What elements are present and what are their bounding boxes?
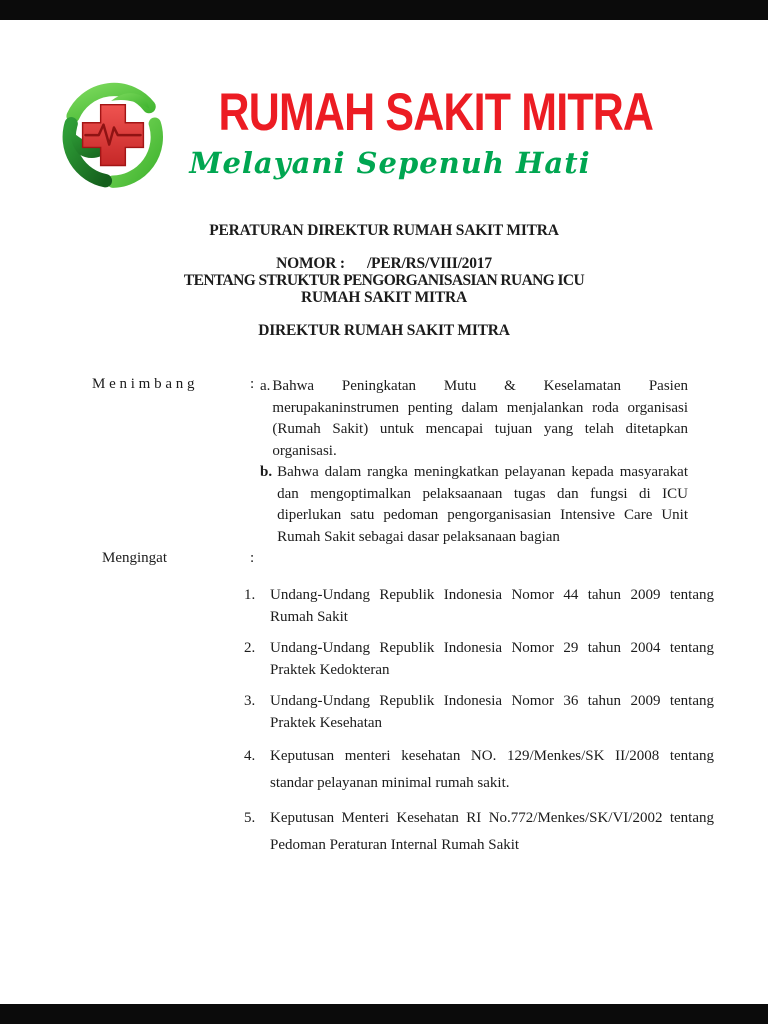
menimbang-item-a <box>260 376 688 462</box>
list-item <box>244 690 714 734</box>
item-number: 5. <box>244 810 256 826</box>
item-text: Undang-Undang Republik Indonesia Nomor 44 tahun 2009 tentang Rumah Sakit <box>270 587 714 625</box>
document-number-line: NOMOR : /PER/RS/VIII/2017 <box>276 255 492 272</box>
item-text: Bahwa dalam rangka meningkatkan pelayanan kepada masyarakat dan mengoptimalkan pelaksaanaan tugas dan fungsi di ICU diperlukan satu pedoman pengorganisasian Intensive Care Unit Rumah Sakit sebagai dasar pelaksanaan bagian <box>277 464 688 545</box>
item-number: 1. <box>244 587 256 603</box>
item-number: 2. <box>244 640 256 656</box>
document-subject-line1: TENTANG STRUKTUR PENGORGANISASIAN RUANG ICU <box>183 272 585 289</box>
item-text: Keputusan Menteri Kesehatan RI No.772/Menkes/SK/VI/2002 tentang Pedoman Peraturan Internal Rumah Sakit <box>270 810 714 853</box>
document-subject-line2: RUMAH SAKIT MITRA <box>301 289 467 306</box>
letterbox-bar-top <box>0 0 768 20</box>
list-item <box>244 584 714 628</box>
document-issuer: DIREKTUR RUMAH SAKIT MITRA <box>258 322 510 339</box>
mengingat-label: Mengingat <box>102 550 167 566</box>
item-marker: a. <box>260 378 271 394</box>
letterbox-bar-bottom <box>0 1004 768 1024</box>
list-item <box>244 637 714 681</box>
brand-title: RUMAH SAKIT MITRA <box>218 83 654 142</box>
mengingat-colon: : <box>250 550 255 566</box>
menimbang-colon: : <box>250 376 255 392</box>
brand-tagline: Melayani Sepenuh Hati <box>189 146 591 180</box>
menimbang-items <box>260 376 688 548</box>
menimbang-label: M e n i m b a n g <box>92 376 195 392</box>
item-text: Undang-Undang Republik Indonesia Nomor 29 tahun 2004 tentang Praktek Kedokteran <box>270 640 714 678</box>
mengingat-list <box>244 584 714 867</box>
list-item <box>244 743 714 796</box>
item-text: Bahwa Peningkatan Mutu & Keselamatan Pasien merupakaninstrumen penting dalam menjalankan roda organisasi (Rumah Sakit) untuk mencapai tujuan yang telah ditetapkan organisasi. <box>272 378 688 459</box>
item-marker: b. <box>260 464 273 480</box>
document-title: PERATURAN DIREKTUR RUMAH SAKIT MITRA <box>209 222 559 239</box>
list-item <box>244 805 714 858</box>
menimbang-item-b <box>260 462 688 548</box>
item-text: Undang-Undang Republik Indonesia Nomor 36 tahun 2009 tentang Praktek Kesehatan <box>270 693 714 731</box>
item-number: 3. <box>244 693 256 709</box>
hospital-logo-icon <box>54 80 172 194</box>
item-number: 4. <box>244 748 256 764</box>
item-text: Keputusan menteri kesehatan NO. 129/Menkes/SK II/2008 tentang standar pelayanan minimal rumah sakit. <box>270 748 714 791</box>
